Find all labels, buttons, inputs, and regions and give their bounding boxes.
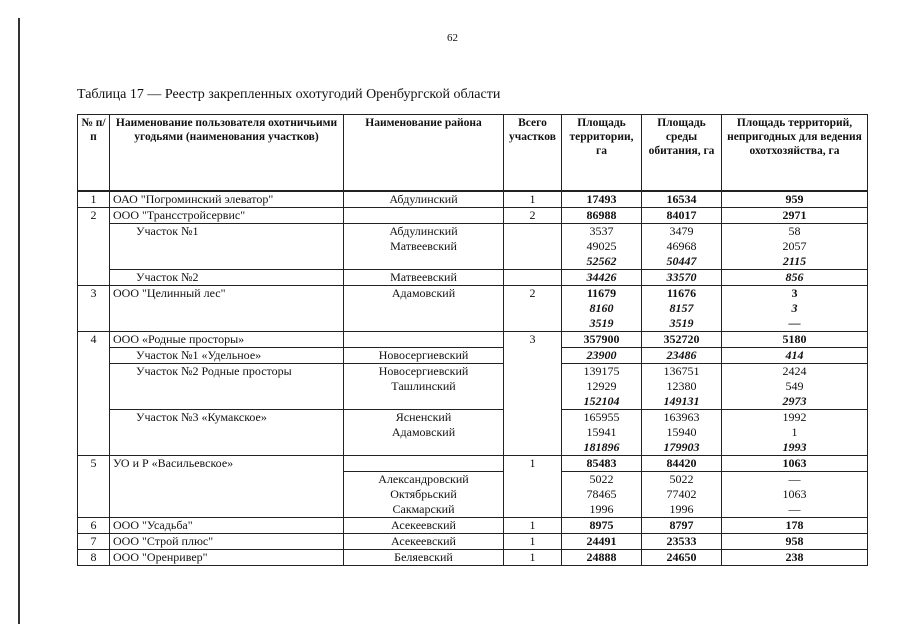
territory-area: 85483 [562,455,642,471]
territory-area: 24491 [562,533,642,549]
unsuitable-area: 856 [722,269,868,285]
row-num: 6 [78,517,110,533]
unsuitable-subtotal: 2115 [782,253,807,268]
page-number: 62 [447,32,458,44]
row-num: 4 [78,331,110,455]
user-name: ООО "Трансстройсервис" [110,207,344,223]
table-row [78,207,868,223]
total-plots: 2 [504,285,562,331]
table-row [78,191,868,208]
district: Новосергиевский Ташлинский [344,363,504,409]
unsuitable-area: — 1063 — [722,471,868,517]
district: Ясненский Адамовский [344,409,504,455]
district [344,331,504,347]
page-margin-line [18,18,20,624]
habitat-area: 136751 12380 149131 [642,363,722,409]
user-name: ОАО "Погроминский элеватор" [110,191,344,208]
unsuitable-subtotal: 2973 [782,393,807,408]
unsuitable-area: 58 2057 2115 [722,223,868,269]
table-row [78,533,868,549]
unsuitable-area: 414 [722,347,868,363]
total-plots: 3 [504,331,562,455]
plot-name: Участок №1 [110,223,344,269]
table-caption: Таблица 17 — Реестр закрепленных охотугодий Оренбургской области [77,87,501,102]
header-num: № п/п [78,115,110,191]
row-num: 7 [78,533,110,549]
table-row [78,549,868,565]
district: Асекеевский [344,533,504,549]
district: Александровский Октябрьский Сакмарский [344,471,504,517]
territory-area: 357900 [562,331,642,347]
habitat-area: 16534 [642,191,722,208]
total-plots: 1 [504,191,562,208]
unsuitable-area: 3 3 — [722,285,868,331]
table-row [78,347,868,363]
table-row [78,285,868,331]
table-row [78,409,868,455]
territory-area: 24888 [562,549,642,565]
district: Новосергиевский [344,347,504,363]
header-total: Всего участков [504,115,562,191]
habitat-subtotal: 50447 [666,253,697,268]
district: Асекеевский [344,517,504,533]
unsuitable-area: 2971 [722,207,868,223]
habitat-area: 84420 [642,455,722,471]
total-plots: 1 [504,455,562,517]
territory-area: 17493 [562,191,642,208]
row-num: 8 [78,549,110,565]
table-header-row [78,115,868,191]
user-name: ООО "Усадьба" [110,517,344,533]
territory-area: 86988 [562,207,642,223]
header-habitat: Площадь среды обитания, га [642,115,722,191]
habitat-area: 163963 15940 179903 [642,409,722,455]
habitat-area: 3479 46968 50447 [642,223,722,269]
habitat-subtotal: 149131 [663,393,700,408]
total-plots [504,269,562,285]
table-row [78,269,868,285]
row-num: 5 [78,455,110,517]
habitat-area: 23486 [642,347,722,363]
unsuitable-area: 178 [722,517,868,533]
total-plots [504,223,562,269]
header-district: Наименование района [344,115,504,191]
user-name: ООО «Родные просторы» [110,331,344,347]
unsuitable-area: 2424 549 2973 [722,363,868,409]
plot-name: Участок №1 «Удельное» [110,347,344,363]
habitat-area: 11676 8157 3519 [642,285,722,331]
plot-name: Участок №3 «Кумакское» [110,409,344,455]
header-territory: Площадь территории, га [562,115,642,191]
plot-name: Участок №2 [110,269,344,285]
territory-subtotal: 181896 [583,439,620,454]
unsuitable-area: 1992 1 1993 [722,409,868,455]
row-num: 2 [78,207,110,285]
header-user: Наименование пользователя охотничьими угодьями (наименования участков) [110,115,344,191]
unsuitable-area: 1063 [722,455,868,471]
territory-area: 8975 [562,517,642,533]
plot-name: Участок №2 Родные просторы [110,363,344,409]
territory-area: 3537 49025 52562 [562,223,642,269]
user-name: ООО "Строй плюс" [110,533,344,549]
total-plots: 1 [504,533,562,549]
habitat-area: 352720 [642,331,722,347]
unsuitable-area: 5180 [722,331,868,347]
hunting-grounds-table [77,114,868,566]
table-row [78,331,868,347]
territory-area: 11679 8160 3519 [562,285,642,331]
user-name: ООО "Целинный лес" [110,285,344,331]
header-unsuitable: Площадь территорий, непригодных для ведения охотхозяйства, га [722,115,868,191]
unsuitable-area: 958 [722,533,868,549]
territory-subtotal: 52562 [586,253,617,268]
territory-subtotal: 152104 [583,393,620,408]
habitat-area: 24650 [642,549,722,565]
unsuitable-area: 959 [722,191,868,208]
total-plots: 1 [504,517,562,533]
district: Адамовский [344,285,504,331]
habitat-area: 8797 [642,517,722,533]
user-name: УО и Р «Васильевское» [110,455,344,517]
district [344,207,504,223]
total-plots: 1 [504,549,562,565]
table-row [78,363,868,409]
territory-area: 5022 78465 1996 [562,471,642,517]
territory-area: 139175 12929 152104 [562,363,642,409]
table-row [78,223,868,269]
table-row [78,517,868,533]
territory-area: 34426 [562,269,642,285]
district [344,455,504,471]
row-num: 1 [78,191,110,208]
row-num: 3 [78,285,110,331]
district: Абдулинский Матвеевский [344,223,504,269]
unsuitable-area: 238 [722,549,868,565]
territory-area: 165955 15941 181896 [562,409,642,455]
district: Матвеевский [344,269,504,285]
habitat-subtotal: 179903 [663,439,700,454]
district: Беляевский [344,549,504,565]
district: Абдулинский [344,191,504,208]
habitat-area: 23533 [642,533,722,549]
habitat-area: 33570 [642,269,722,285]
table-row [78,455,868,471]
total-plots: 2 [504,207,562,223]
user-name: ООО "Оренривер" [110,549,344,565]
habitat-area: 84017 [642,207,722,223]
unsuitable-subtotal: 1993 [782,439,807,454]
territory-area: 23900 [562,347,642,363]
habitat-area: 5022 77402 1996 [642,471,722,517]
